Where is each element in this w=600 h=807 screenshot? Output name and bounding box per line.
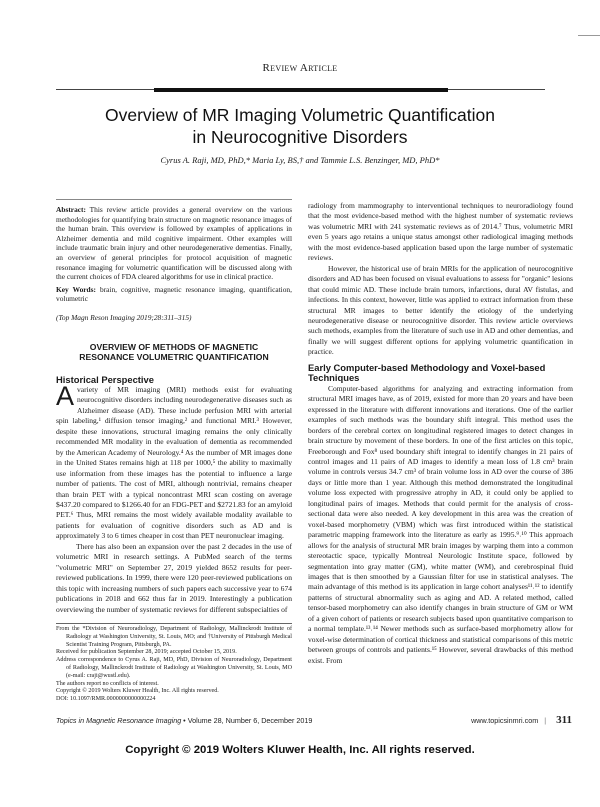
- paragraph-text: variety of MR imaging (MRI) methods exist for evaluating neurocognitive disorders including neurodegenerative diseases such as Alzheimer disease (AD). These include perfusion MRI with arterial spin labeling,¹ diffusion tensor imaging,² and functional MRI.³ However, despite these innovations, structural imaging remains the only clinically recommended MR modality in the evaluation of dementia as recommended by the American Academy of Neurology.⁴ As the number of MR images done in the United States remains high at 118 per 1000,⁵ the ability to maximally use information from these images has the potential to influence a large number of patients. The cost of MRI, although nontrivial, remains cheaper than brain PET with a typical noncontrast MRI scan costing on average $437.20 compared to $1266.40 for an FDG-PET and $2721.83 for an amyloid PET.⁶ Thus, MRI remains the most widely available modality available to patients for evaluation of cognitive disorders such as AD and is approximately 3 to 6 times cheaper in cost than PET neuronuclear imaging.: [56, 385, 292, 541]
- footnotes-block: [56, 615, 292, 704]
- article-header: [0, 0, 600, 197]
- footer-journal: [56, 716, 312, 725]
- footnote-received: Received for publication September 28, 2019; accepted October 15, 2019.: [56, 649, 237, 656]
- keywords-text: brain, cognitive, magnetic resonance imaging, quantification, volumetric: [56, 284, 292, 304]
- footer-right: [471, 714, 572, 726]
- article-columns: [56, 197, 600, 704]
- footer-separator: |: [544, 715, 547, 725]
- paragraph: There has also been an expansion over the past 2 decades in the use of volumetric MRI in research settings. A PubMed search of the terms "volumetric MRI" on September 27, 2019 yielded 8652 results for peer-reviewed publications. In 1999, there were 120 peer-reviewed publications on this topic with increasing numbers of such papers each successive year to 674 publications in 2018 and 662 thus far in 2019. Interestingly a publication overviewing the number of systematic reviews for different subspecialties of: [56, 541, 292, 614]
- section-heading: [56, 342, 292, 363]
- section-heading-line-1: OVERVIEW OF METHODS OF MAGNETIC: [89, 341, 259, 352]
- header-rule-bold: [154, 88, 448, 92]
- citation: (Top Magn Reson Imaging 2019;28:311–315): [56, 312, 192, 322]
- left-column: [56, 197, 292, 704]
- paragraph: However, the historical use of brain MRIs for the application of neurocognitive disorders and AD has been focused on visual evaluations to assess for "organic'' lesions that could mimic AD. These include brain tumors, infarctions, dural AV fistulas, and infections. In this context, however, little was applied to extract information from these structural MR images to better identify the etiology of the underlying neurodegenerative disease or neurocognitive disorder. This review article overviews such methods, examples from the literature of such use in AD and other dementias, and finally we will suggest different options for applying volumetric quantification in practice.: [308, 263, 573, 357]
- page-edge-mark: [578, 35, 600, 36]
- paragraph: [56, 381, 292, 542]
- footnote-doi: DOI: 10.1097/RMR.0000000000000224: [56, 696, 156, 703]
- abstract-text: This review article provides a general overview on the various methodologies for quantifying brain structure on magnetic resonance images of the human brain. This overview is followed by examples of applications in Alzheimer dementia and mild cognitive impairment. Other examples will include traumatic brain injury and other neurodegenerative dementias. Finally, an overview of general principles for protocol acquisition of magnetic resonance imaging for volumetric quantification will be discussed along with the current choices of FDA cleared algorithms for use in clinical practice.: [56, 205, 292, 282]
- article-type: Review Article: [262, 62, 338, 74]
- footnote-affiliation: From the *Division of Neuroradiology, Department of Radiology, Mallinckrodt Institute of Radiology at Washington University, St. Louis, MO; and †University of Pittsburgh Medical Scientist Training Program, Pittsburgh, PA.: [56, 626, 292, 648]
- journal-name: Topics in Magnetic Resonance Imaging: [56, 715, 182, 725]
- drop-cap: A: [56, 381, 75, 412]
- subheading-historical: Historical Perspective: [56, 373, 154, 385]
- copyright-banner: Copyright © 2019 Wolters Kluwer Health, Inc. All rights reserved.: [125, 743, 475, 756]
- left-column-body: [56, 375, 292, 615]
- section-heading-line-2: RESONANCE VOLUMETRIC QUANTIFICATION: [79, 352, 269, 363]
- footnote-conflicts: The authors report no conflicts of interest.: [56, 680, 159, 687]
- abstract-rule: [56, 199, 292, 200]
- right-column-body: [308, 197, 573, 704]
- journal-website[interactable]: www.topicsinmri.com: [471, 715, 539, 725]
- footnotes: [56, 626, 292, 704]
- page-number: 311: [556, 713, 572, 726]
- title-line-2: in Neurocognitive Disorders: [192, 127, 408, 147]
- keywords: [56, 285, 292, 304]
- footnote-rule: [56, 623, 292, 624]
- paragraph: radiology from mammography to interventional techniques to neuroradiology found that the most evidence-based method with the highest number of systematic reviews was volumetric MRI with 241 systematic reviews as of 2014.⁷ Thus, volumetric MRI even 5 years ago retains a unique status amongst other radiological imaging methods with the most evidence-based application based upon the large number of systematic reviews.: [308, 201, 573, 263]
- title-line-1: Overview of MR Imaging Volumetric Quantification: [104, 105, 496, 125]
- abstract: [56, 205, 292, 282]
- journal-issue: • Volume 28, Number 6, December 2019: [181, 715, 313, 725]
- footnote-copyright: Copyright © 2019 Wolters Kluwer Health, Inc. All rights reserved.: [56, 688, 219, 695]
- article-title: [0, 104, 600, 148]
- authors: Cyrus A. Raji, MD, PhD,* Maria Ly, BS,† and Tammie L.S. Benzinger, MD, PhD*: [160, 155, 440, 165]
- paragraph: Computer-based algorithms for analyzing and extracting information from structural MRI images have, as of 2019, existed for more than 20 years and have been expressed in the literature with different innovations and iterations. One of the earlier examples of such methods was the boundary shift integral. This method uses the borders of the cerebral cortex on longitudinal registered images to detect changes in brain structure by movement of these borders. In one of the first articles on this topic, Freeborough and Fox⁸ used boundary shift integral to identify changes in 21 pairs of control images and 11 pairs of AD images to identify a mean loss of 1.8 cm³ brain volume in controls versus 34.7 cm³ of brain volume loss in AD over the course of 386 days or little more than 1 year. Although this method demonstrated the longitudinal volume loss expected with progressive atrophy in AD, it could only be applied to longitudinal pairs of images. Methods that could permit for the analysis of cross-sectional data were also needed. A key development in this area was the creation of voxel-based morphometry (VBM) which was first introduced within the statistical parametric mapping framework into the literature as early as 1995.⁹˒¹⁰ This approach allows for the analysis of structural MR brain images by warping them into a common stereotactic space, typically Montreal Neurologic Institute space, followed by segmentation into gray matter (GM), white matter (WM), and cerebrospinal fluid images that is then smoothed by a Gaussian filter for use in statistical analyses. The main advantage of this method is its application in large cohort analyses¹¹˒¹² to identify patterns of structural abnormality such as aging and AD. A related method, called tensor-based morphometry can also identify changes in brain structure of GM or WM of a given cohort of patients or research subjects based upon quantitative comparison to a normal template.¹³˒¹⁴ Newer methods such as surface-based morphometry allow for voxel-wise determination of cortical thickness and statistical comparisons of this metric between groups of controls and patients.¹⁵ However, several drawbacks of this method exist. From: [308, 383, 573, 665]
- page-footer: [56, 714, 572, 726]
- keywords-label: Key Words:: [56, 284, 96, 294]
- subheading-early-methods: Early Computer-based Methodology and Voxel-based Techniques: [308, 361, 546, 384]
- footnote-correspondence: Address correspondence to Cyrus A. Raji, MD, PhD, Division of Neuroradiology, Department of Radiology, Mallinckrodt Institute of Radiology at Washington University, St. Louis, MO (e-mail: craji@wustl.edu).: [56, 657, 292, 679]
- abstract-label: Abstract:: [56, 205, 86, 214]
